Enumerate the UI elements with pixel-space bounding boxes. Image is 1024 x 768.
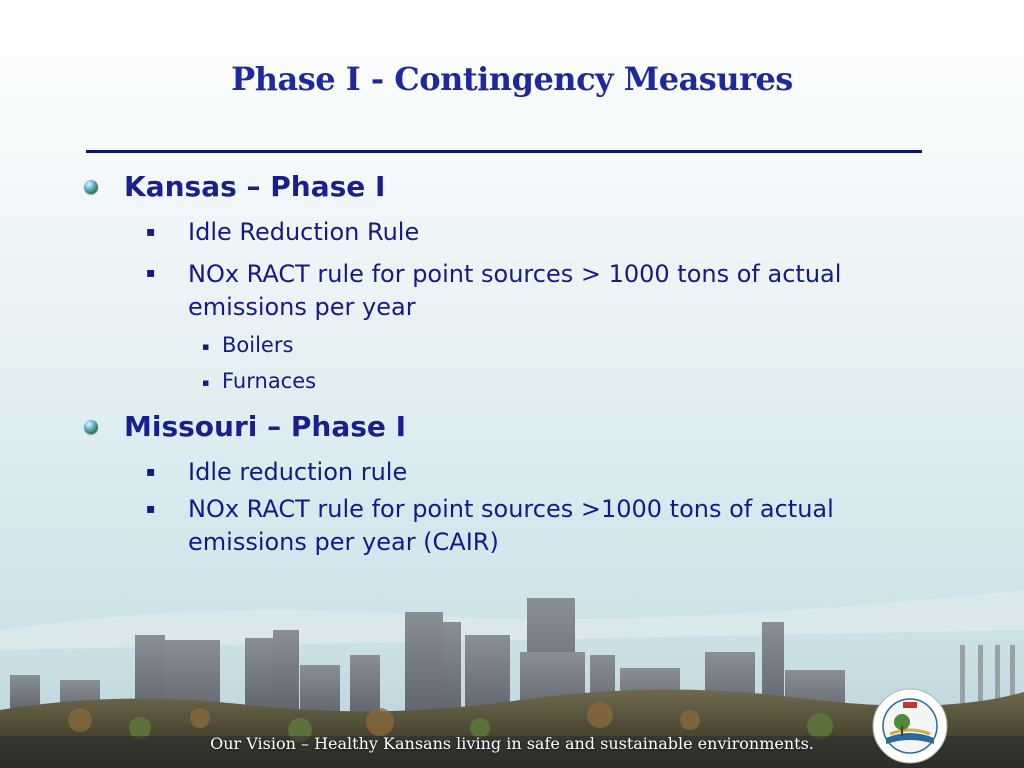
square-bullet-icon: ▪ — [146, 464, 156, 480]
slide-title: Phase I - Contingency Measures — [231, 60, 793, 98]
section-heading-kansas: Kansas – Phase I — [124, 170, 386, 203]
square-bullet-icon: ▪ — [202, 376, 210, 389]
section-heading-missouri: Missouri – Phase I — [124, 410, 407, 443]
kdhe-seal-logo — [872, 688, 948, 764]
bullet-nox-ract-kansas: NOx RACT rule for point sources > 1000 tons of actual emissions per year — [188, 260, 842, 321]
footer-vision-text: Our Vision – Healthy Kansans living in safe and sustainable environments. — [210, 734, 814, 753]
bullet-idle-reduction-kansas: Idle Reduction Rule — [188, 218, 420, 246]
subbullet-furnaces: Furnaces — [222, 369, 317, 393]
bullet-idle-reduction-missouri: Idle reduction rule — [188, 458, 408, 486]
square-bullet-icon: ▪ — [146, 501, 156, 517]
subbullet-boilers: Boilers — [222, 333, 294, 357]
globe-bullet-icon — [84, 420, 98, 434]
square-bullet-icon: ▪ — [146, 265, 156, 281]
title-divider — [86, 150, 922, 153]
square-bullet-icon: ▪ — [146, 224, 156, 240]
bullet-nox-ract-missouri: NOx RACT rule for point sources >1000 tons of actual emissions per year (CAIR) — [188, 495, 834, 556]
globe-bullet-icon — [84, 180, 98, 194]
square-bullet-icon: ▪ — [202, 340, 210, 353]
